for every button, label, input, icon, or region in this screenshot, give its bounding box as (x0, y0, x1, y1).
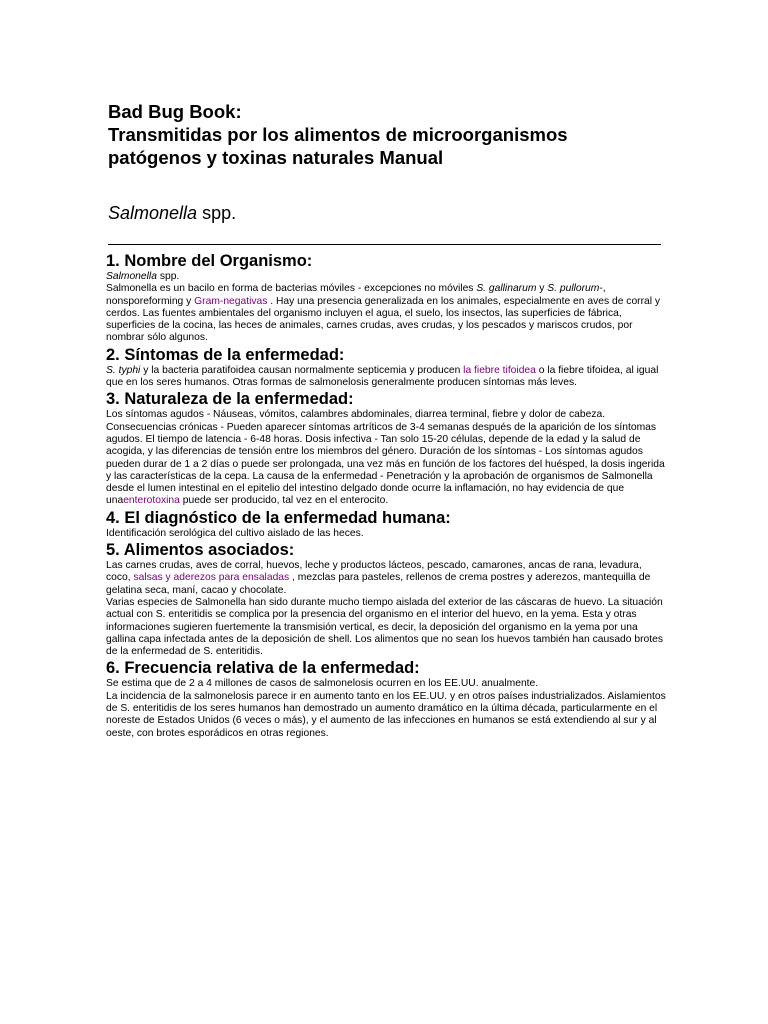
organism-name-suffix: spp. (156, 271, 180, 282)
section-heading-organism-name: 1. Nombre del Organismo: (106, 252, 313, 270)
symptoms-paragraph (106, 365, 666, 390)
title-line-3: patógenos y toxinas naturales Manual (108, 147, 444, 168)
text-run: . Hay una presencia generalizada en los animales, especialmente en aves de corral y cerdos. Las fuentes ambientales del organismo incluyen el agua, el suelo, los insectos, las superficies de fábrica, superficies de la cocina, las heces de animales, carnes crudas, aves crudas, y los pescados y mariscos crudos, por nombrar sólo algunos. (106, 295, 661, 344)
frequency-paragraph-1: Se estima que de 2 a 4 millones de casos de salmonelosis ocurren en los EE.UU. anualmente. (106, 678, 539, 690)
section-heading-symptoms: 2. Síntomas de la enfermedad: (106, 345, 345, 364)
document-body (106, 251, 666, 740)
organism-title (108, 201, 236, 225)
organism-description (106, 283, 666, 344)
section-heading-diagnosis: 4. El diagnóstico de la enfermedad humana: (106, 508, 451, 527)
salad-dressings-link[interactable]: salsas y aderezos para ensaladas (133, 572, 290, 584)
organism-suffix: spp. (197, 203, 237, 223)
title-line-2: Transmitidas por los alimentos de microorganismos (108, 124, 568, 145)
document-title (108, 100, 708, 169)
text-run: y la bacteria paratifoidea causan normalmente septicemia y producen (140, 364, 464, 376)
title-line-1: Bad Bug Book: (108, 101, 242, 122)
organism-genus: Salmonella (108, 203, 198, 223)
foods-paragraph-2: Varias especies de Salmonella han sido durante mucho tiempo aislada del exterior de las cáscaras de huevo. La situación actual con S. enteritidis se complica por la presencia del organismo en el interior del huevo, en la yema. Esta y otras informaciones sugieren fuertemente la transmisión vertical, es decir, la deposición del organismo en la yema por una gallina capa infectada antes de la deposición de shell. Los alimentos que no sean los huevos también han causado brotes de la enfermedad de S. enteritidis. (106, 596, 663, 658)
text-run: -, nonsporeforming y (106, 283, 606, 307)
gram-negative-link[interactable]: Gram-negativas (194, 295, 268, 307)
text-run-italic: S. gallinarum (476, 283, 537, 295)
text-run: , mezclas para pasteles, rellenos de crema postres y aderezos, mantequilla de gelatina seca, maní, cacao y chocolate. (106, 572, 651, 596)
nature-paragraph (106, 409, 666, 507)
text-run-italic: S. typhi (106, 364, 141, 376)
section-heading-nature: 3. Naturaleza de la enfermedad: (106, 390, 354, 409)
text-run-italic: S. pullorum (547, 283, 600, 295)
horizontal-rule (108, 244, 661, 245)
diagnosis-paragraph: Identificación serológica del cultivo aislado de las heces. (106, 527, 364, 539)
typhoid-fever-link[interactable]: la fiebre tifoidea (463, 364, 536, 376)
enterotoxin-link[interactable]: enterotoxina (123, 495, 180, 507)
section-heading-foods: 5. Alimentos asociados: (106, 541, 295, 560)
text-run: Salmonella es un bacilo en forma de bacterias móviles - excepciones no móviles (106, 283, 477, 295)
text-run: Las carnes crudas, aves de corral, huevos, leche y productos lácteos, pescado, camarones, ancas de rana, levadura, coco, (106, 560, 642, 584)
text-run: y (536, 283, 548, 295)
organism-name-genus: Salmonella (106, 271, 157, 282)
frequency-paragraph-2: La incidencia de la salmonelosis parece ir en aumento tanto en los EE.UU. y en otros países industrializados. Aislamientos de S. enteritidis de los seres humanos han demostrado un aumento dramático en la última década, particularmente en el noreste de Estados Unidos (6 veces o más), y el aumento de las infecciones en humanos se está extendiendo al sur y al oeste, con brotes esporádicos en otras regiones. (106, 690, 666, 739)
foods-paragraph-1 (106, 560, 666, 597)
organism-name-line (106, 271, 666, 283)
text-run: puede ser producido, tal vez en el enterocito. (179, 495, 389, 507)
section-heading-frequency: 6. Frecuencia relativa de la enfermedad: (106, 659, 420, 678)
text-run: o la fiebre tifoidea, al igual que en los seres humanos. Otras formas de salmonelosis generalmente producen síntomas más leves. (106, 364, 659, 389)
text-run: Los síntomas agudos - Náuseas, vómitos, calambres abdominales, diarrea terminal, fiebre y dolor de cabeza. Consecuencias crónicas - Pueden aparecer síntomas artríticos de 3-4 semanas después de la aparición de los síntomas agudos. El tiempo de latencia - 6-48 horas. Dosis infectiva - Tan solo 15-20 células, depende de la edad y la salud de acogida, y las diferencias de tensión entre los miembros del género. Duración de los síntomas - Los síntomas agudos pueden durar de 1 a 2 días o puede ser prolongada, una vez más en función de los factores del huésped, la dosis ingerida y las características de la cepa. La causa de la enfermedad - Penetración y la aprobación de organismos de Salmonella desde el lumen intestinal en el epitelio del intestino delgado donde ocurre la inflamación, no hay evidencia de que una (106, 409, 665, 507)
